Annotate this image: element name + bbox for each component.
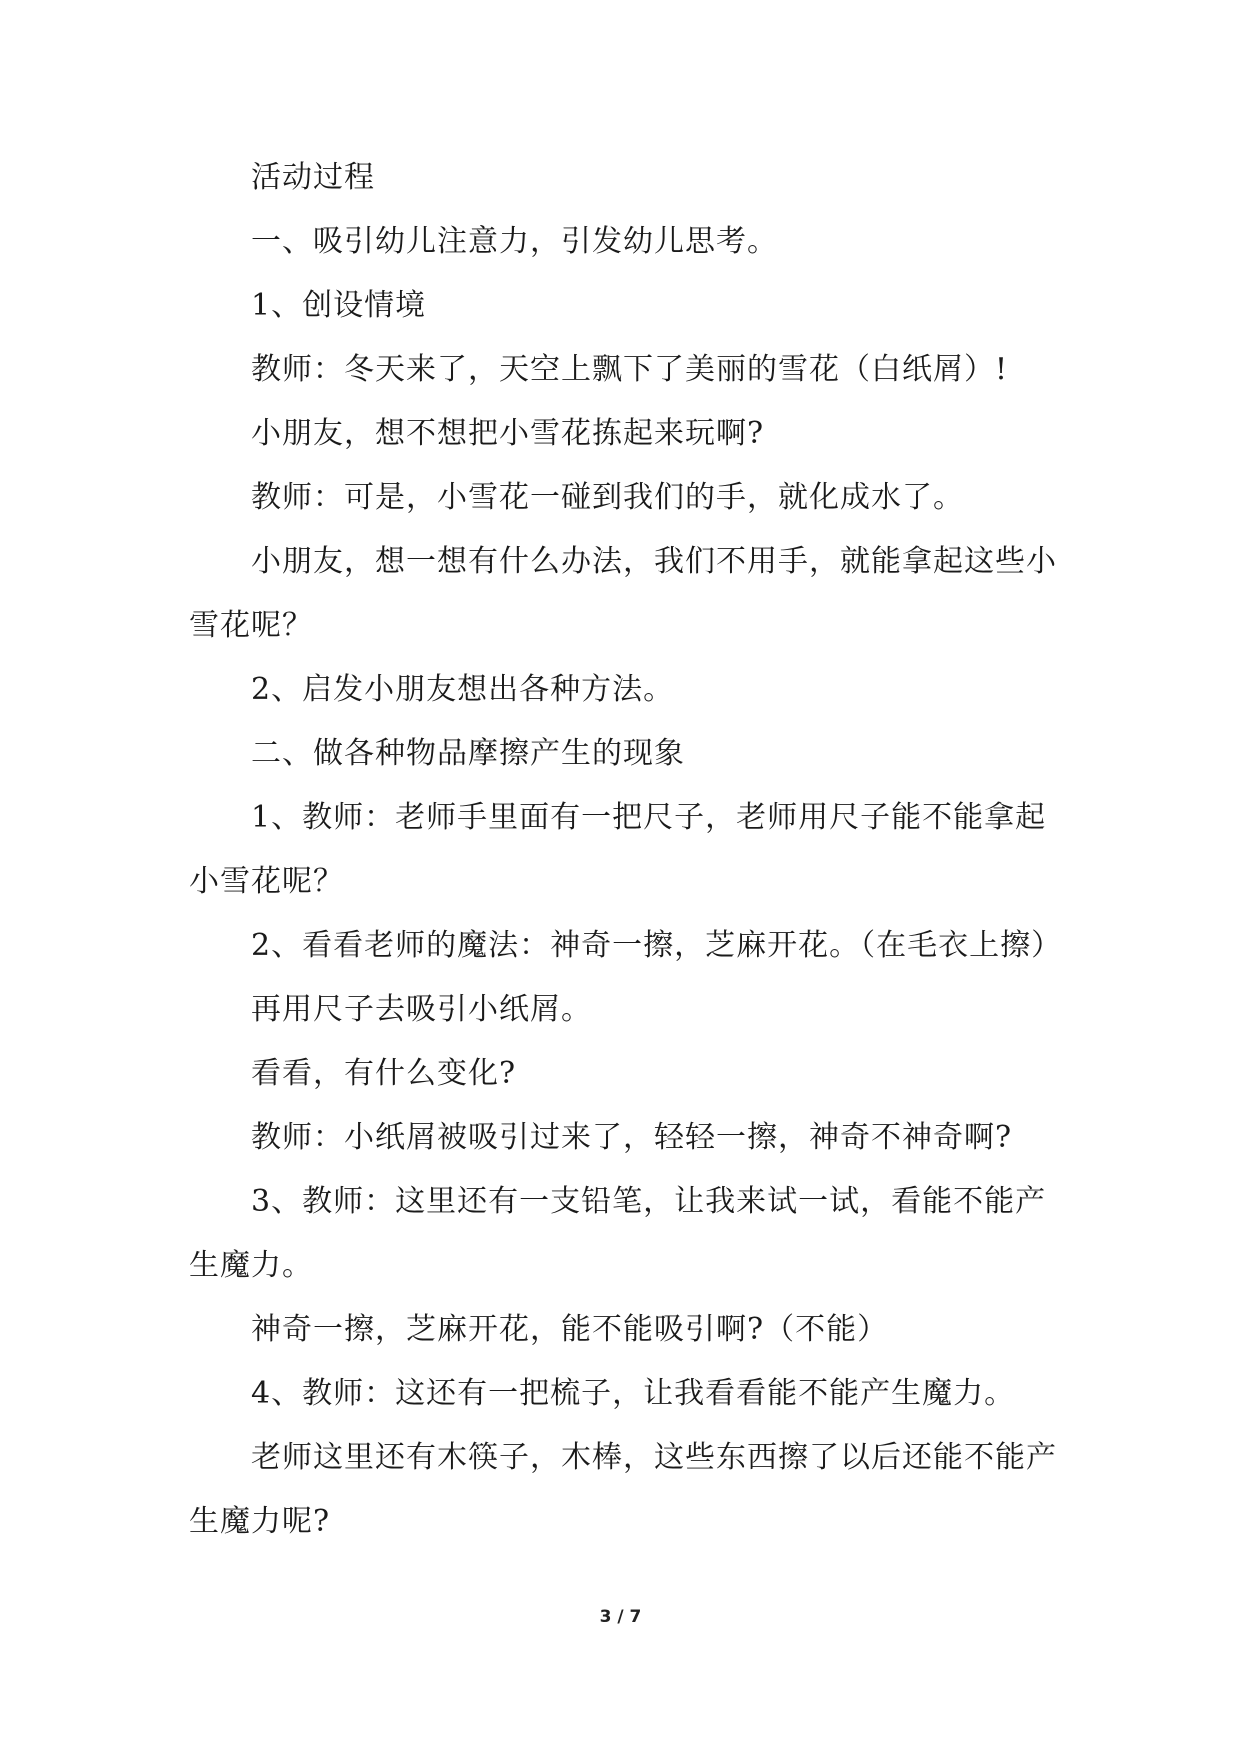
paragraph: 小朋友，想一想有什么办法，我们不用手，就能拿起这些小雪花呢？ (189, 544, 1057, 643)
paragraph: 老师这里还有木筷子，木棒，这些东西擦了以后还能不能产生魔力呢? (189, 1440, 1057, 1539)
paragraph: 小朋友，想不想把小雪花拣起来玩啊? (251, 416, 765, 451)
paragraph: 一、吸引幼儿注意力，引发幼儿思考。 (251, 224, 778, 259)
paragraph: 2、看看老师的魔法：神奇一擦，芝麻开花。（在毛衣上擦） (251, 928, 1063, 963)
paragraph: 二、做各种物品摩擦产生的现象 (251, 736, 685, 771)
paragraph: 教师：冬天来了，天空上飘下了美丽的雪花（白纸屑）! (251, 352, 1009, 387)
paragraph: 再用尺子去吸引小纸屑。 (251, 992, 592, 1027)
page-number: 3 / 7 (599, 1607, 642, 1627)
paragraph: 教师：小纸屑被吸引过来了，轻轻一擦，神奇不神奇啊? (251, 1120, 1013, 1155)
paragraph: 1、创设情境 (251, 288, 427, 323)
paragraph: 1、教师：老师手里面有一把尺子，老师用尺子能不能拿起小雪花呢？ (189, 800, 1047, 899)
paragraph: 4、教师：这还有一把梳子，让我看看能不能产生魔力。 (251, 1376, 1016, 1411)
paragraph: 活动过程 (251, 160, 375, 195)
paragraph: 3、教师：这里还有一支铅笔，让我来试一试，看能不能产生魔力。 (189, 1184, 1047, 1283)
paragraph: 教师：可是，小雪花一碰到我们的手，就化成水了。 (251, 480, 964, 515)
paragraph: 看看，有什么变化? (251, 1056, 517, 1091)
paragraph: 神奇一擦，芝麻开花，能不能吸引啊?（不能） (251, 1312, 889, 1347)
paragraph: 2、启发小朋友想出各种方法。 (251, 672, 675, 707)
